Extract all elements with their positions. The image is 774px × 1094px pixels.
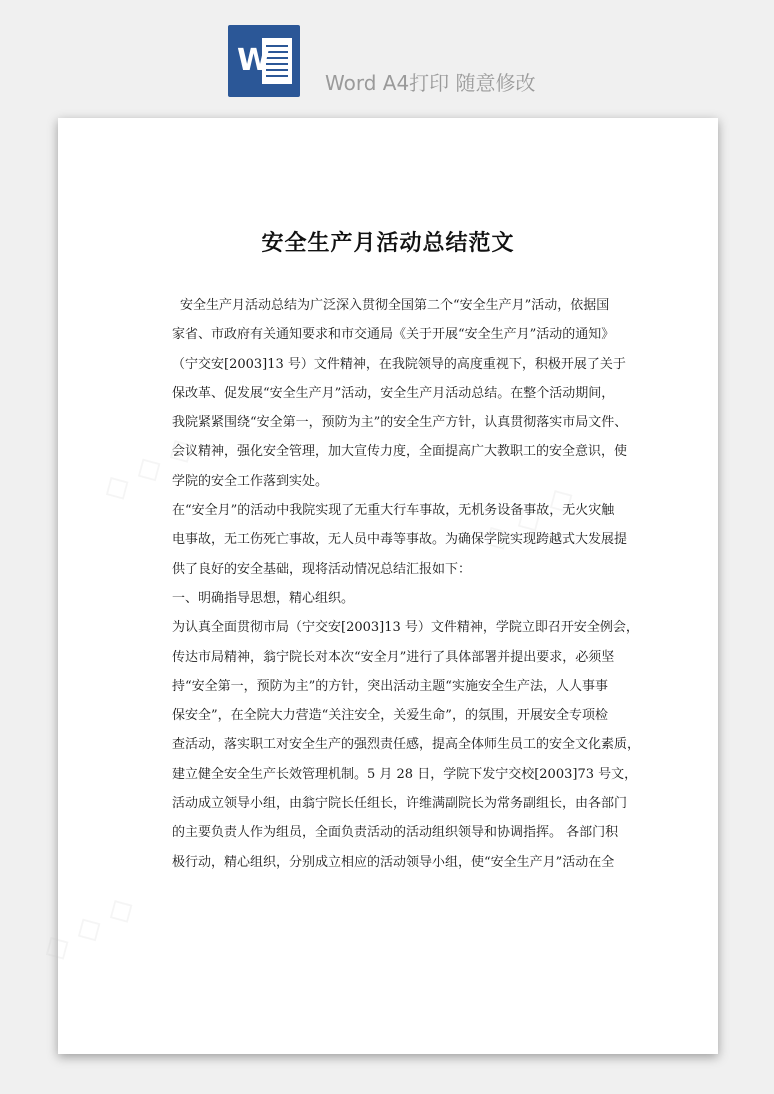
word-icon [228,25,300,97]
body-line: 传达市局精神，翁宁院长对本次“安全月”进行了具体部署并提出要求，必须坚 [172,649,615,665]
body-line: 持“安全第一，预防为主”的方针，突出活动主题“实施安全生产法，人人事事 [172,678,608,694]
body-line: 供了良好的安全基础，现将活动情况总结汇报如下： [172,561,472,577]
body-line: 学院的安全工作落到实处。 [172,473,329,489]
body-line: 保改革、促发展“安全生产月”活动，安全生产月活动总结。在整个活动期间， [172,385,615,401]
body-line: 在“安全月”的活动中我院实现了无重大行车事故，无机务设备事故，无火灾触 [172,503,615,519]
watermark: ◇ ◇ ◇ [34,885,142,971]
document-title: 安全生产月活动总结范文 [261,230,515,256]
body-line: 为认真全面贯彻市局（宁交安[2003]13 号）文件精神，学院立即召开安全例会， [172,620,639,636]
body-line: 我院紧紧围绕“安全第一，预防为主”的安全生产方针，认真贯彻落实市局文件、 [172,415,628,431]
body-line: 安全生产月活动总结为广泛深入贯彻全国第二个“安全生产月”活动，依据国 [180,298,610,313]
body-line: 电事故，无工伤死亡事故，无人员中毒等事故。为确保学院实现跨越式大发展提 [172,532,628,548]
body-line: 保安全”，在全院大力营造“关注安全，关爱生命”，的氛围，开展安全专项检 [172,708,608,724]
watermark: ◇ ◇ ◇ [94,425,202,511]
section-heading: 一、明确指导思想，精心组织。 [172,590,355,606]
body-line: 的主要负责人作为组员，全面负责活动的活动组织领导和协调指挥。 各部门积 [172,825,619,841]
page-header [0,0,774,118]
body-line: 会议精神，强化安全管理，加大宣传力度，全面提高广大教职工的安全意识，使 [172,444,628,460]
word-icon-letter: W [237,43,271,78]
document-body [172,291,641,877]
body-line: 家省、市政府有关通知要求和市交通局《关于开展“安全生产月”活动的通知》 [172,327,615,343]
body-line: 查活动，落实职工对安全生产的强烈责任感，提高全体师生员工的安全文化素质， [172,737,641,753]
body-line: 建立健全安全生产长效管理机制。5 月 28 日，学院下发宁交校[2003]73 号文， [172,766,638,782]
document-page [34,118,718,1054]
watermark: ◇ ◇ ◇ [474,475,582,561]
body-line: （宁交安[2003]13 号）文件精神，在我院领导的高度重视下，积极开展了关于 [172,356,626,372]
header-caption: Word A4打印 随意修改 [325,71,536,95]
body-line: 极行动，精心组织，分别成立相应的活动领导小组，使“安全生产月”活动在全 [172,854,615,870]
body-line: 活动成立领导小组，由翁宁院长任组长，许维满副院长为常务副组长，由各部门 [172,796,628,812]
